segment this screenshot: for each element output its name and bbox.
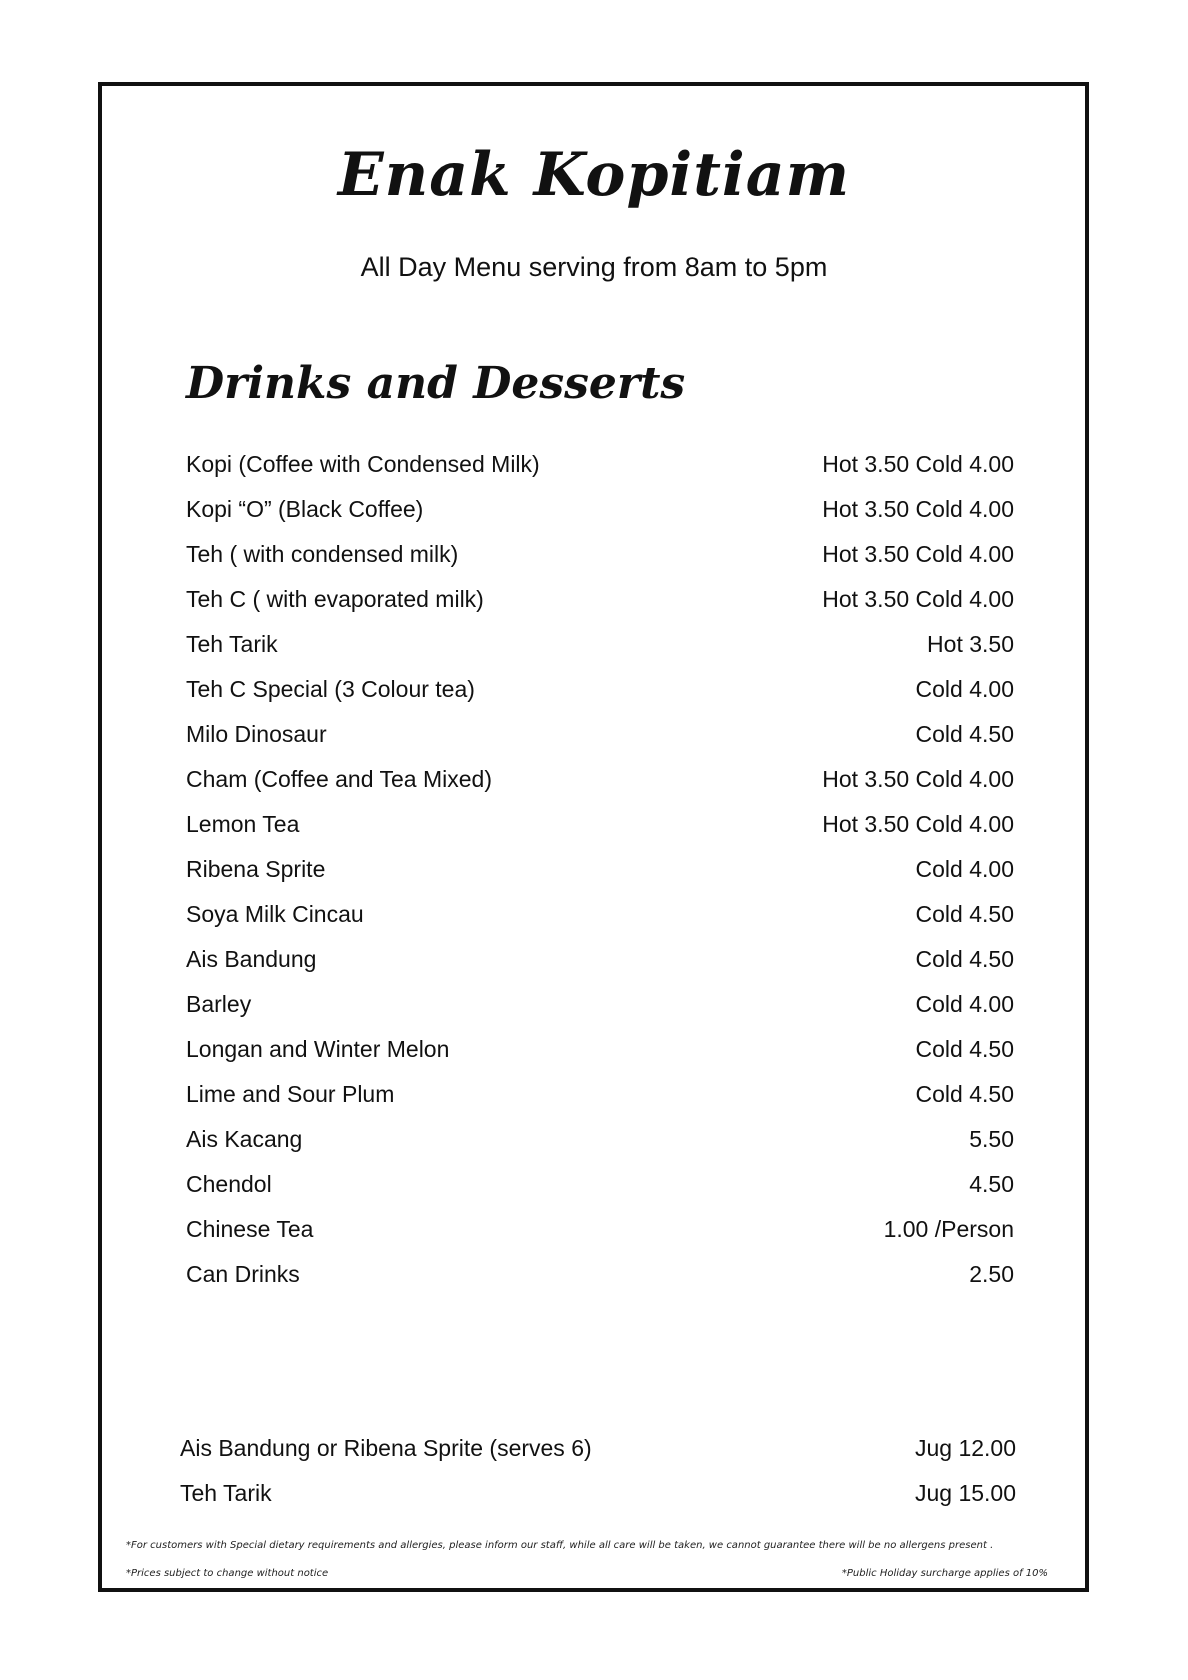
prices-footnote: *Prices subject to change without notice [126, 1568, 329, 1579]
item-price: Cold 4.00 [915, 991, 1014, 1017]
menu-item [186, 532, 1014, 577]
item-name: Soya Milk Cincau [186, 901, 364, 927]
menu-item [186, 712, 1014, 757]
item-price: 5.50 [969, 1126, 1014, 1152]
item-name: Ribena Sprite [186, 856, 326, 882]
item-name: Teh C Special (3 Colour tea) [186, 676, 475, 702]
item-price: Cold 4.50 [915, 946, 1014, 972]
item-price: Hot 3.50 [927, 631, 1014, 657]
item-name: Cham (Coffee and Tea Mixed) [186, 766, 492, 792]
jug-item [180, 1471, 1016, 1516]
item-name: Kopi (Coffee with Condensed Milk) [186, 451, 540, 477]
menu-item [186, 1207, 1014, 1252]
item-name: Lime and Sour Plum [186, 1081, 395, 1107]
item-price: Cold 4.00 [915, 676, 1014, 702]
item-price: Hot 3.50 Cold 4.00 [822, 451, 1014, 477]
item-price: Hot 3.50 Cold 4.00 [822, 496, 1014, 522]
item-price: Cold 4.50 [915, 721, 1014, 747]
item-name: Chendol [186, 1171, 272, 1197]
item-name: Ais Kacang [186, 1126, 303, 1152]
jug-item [180, 1426, 1016, 1471]
item-price: Cold 4.00 [915, 856, 1014, 882]
menu-item [186, 1027, 1014, 1072]
menu-item [186, 442, 1014, 487]
restaurant-name: Enak Kopitiam [337, 140, 851, 210]
menu-item [186, 1252, 1014, 1297]
menu-item [186, 577, 1014, 622]
item-price: Cold 4.50 [915, 901, 1014, 927]
item-price: Hot 3.50 Cold 4.00 [822, 811, 1014, 837]
item-name: Longan and Winter Melon [186, 1036, 450, 1062]
jug-name: Ais Bandung or Ribena Sprite (serves 6) [180, 1435, 592, 1461]
menu-item [186, 487, 1014, 532]
jug-name: Teh Tarik [180, 1480, 272, 1506]
menu-item [186, 1072, 1014, 1117]
item-price: 1.00 /Person [883, 1216, 1014, 1242]
item-price: Hot 3.50 Cold 4.00 [822, 541, 1014, 567]
menu-item [186, 892, 1014, 937]
drinks-desserts-list [186, 442, 1014, 1297]
menu-item [186, 847, 1014, 892]
item-name: Ais Bandung [186, 946, 317, 972]
menu-item [186, 1162, 1014, 1207]
item-name: Kopi “O” (Black Coffee) [186, 496, 424, 522]
menu-item [186, 757, 1014, 802]
menu-item [186, 802, 1014, 847]
item-name: Lemon Tea [186, 811, 300, 837]
item-price: Cold 4.50 [915, 1036, 1014, 1062]
holiday-surcharge-footnote: *Public Holiday surcharge applies of 10% [841, 1568, 1048, 1579]
menu-item [186, 622, 1014, 667]
item-name: Teh Tarik [186, 631, 278, 657]
item-price: 2.50 [969, 1261, 1014, 1287]
menu-subtitle: All Day Menu serving from 8am to 5pm [360, 252, 828, 282]
item-name: Teh C ( with evaporated milk) [186, 586, 484, 612]
item-price: Hot 3.50 Cold 4.00 [822, 586, 1014, 612]
menu-item [186, 1117, 1014, 1162]
item-price: Hot 3.50 Cold 4.00 [822, 766, 1014, 792]
dietary-footnote: *For customers with Special dietary requirements and allergies, please inform our staff, while all care will be taken, we cannot guarantee there will be no allergens present . [126, 1540, 994, 1551]
item-price: Cold 4.50 [915, 1081, 1014, 1107]
menu-item [186, 667, 1014, 712]
menu-item [186, 937, 1014, 982]
item-name: Chinese Tea [186, 1216, 314, 1242]
item-name: Can Drinks [186, 1261, 300, 1287]
item-name: Teh ( with condensed milk) [186, 541, 459, 567]
item-price: 4.50 [969, 1171, 1014, 1197]
jug-price: Jug 12.00 [914, 1435, 1016, 1461]
item-name: Milo Dinosaur [186, 721, 327, 747]
menu-item [186, 982, 1014, 1027]
jug-price: Jug 15.00 [914, 1480, 1016, 1506]
jug-list [180, 1426, 1016, 1516]
item-name: Barley [186, 991, 252, 1017]
section-title: Drinks and Desserts [186, 358, 686, 409]
